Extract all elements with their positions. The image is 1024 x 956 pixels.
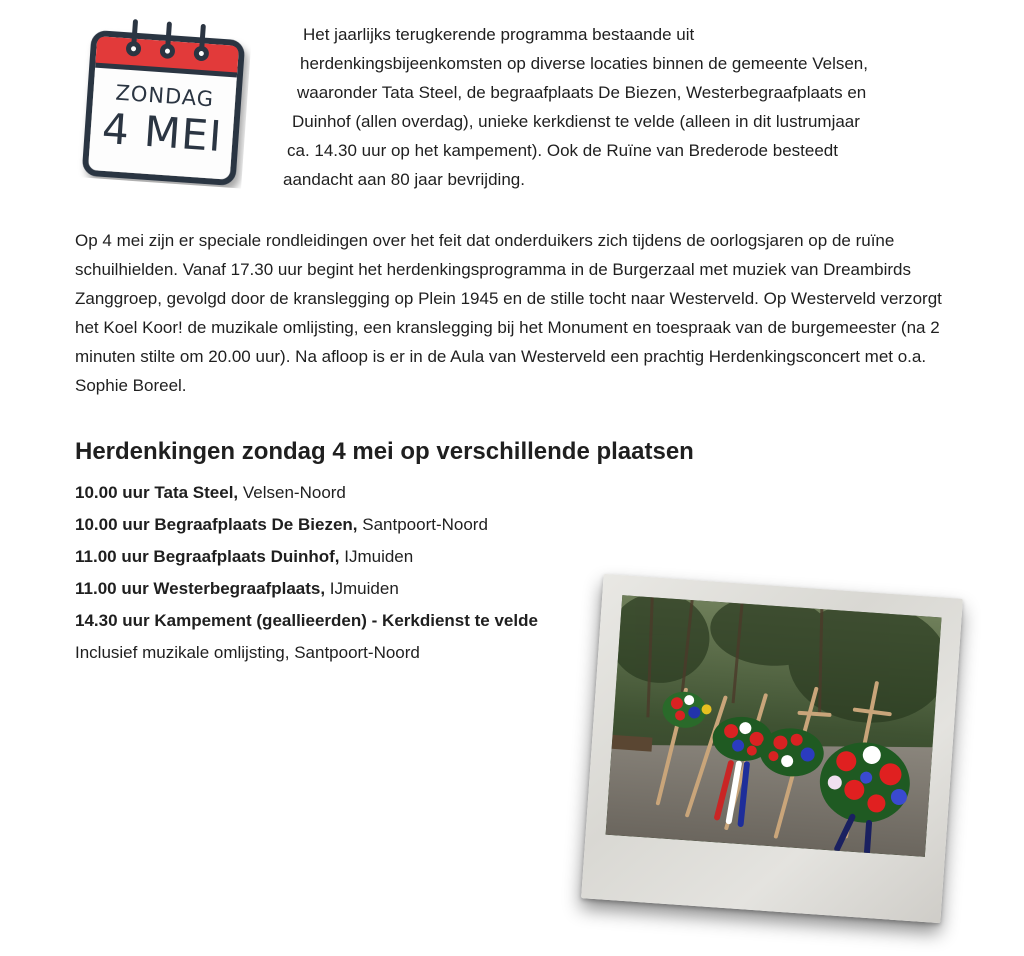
program-paragraph: Op 4 mei zijn er speciale rondleidingen over het feit dat onderduikers zich tijdens de oorlogsjaren op de ruïne schuilhielden. Vanaf 17.30 uur begint het herdenkingsprogramma in de Burgerzaal met muziek van Dreambirds Zanggroep, gevolgd door de kranslegging op Plein 1945 en de stille tocht naar Westerveld. Op Westerveld verzorgt het Koel Koor! de muzikale omlijsting, een kranslegging bij het Monument en toespraak van de burgemeester (na 2 minuten stilte om 20.00 uur). Na afloop is er in de Aula van Westerveld een prachtig Herdenkingsconcert met o.a. Sophie Boreel. [75,231,942,395]
event-time-location: 10.00 uur Begraafplaats De Biezen, [75,515,358,534]
intro-line: herdenkingsbijeenkomsten op diverse locaties binnen de gemeente Velsen, [300,54,868,73]
polaroid-photo-frame [581,574,963,923]
event-place: Santpoort-Noord [357,515,488,534]
list-item [75,509,538,541]
section-heading: Herdenkingen zondag 4 mei op verschillende plaatsen [75,438,694,465]
list-item [75,477,538,509]
event-place: Inclusief muzikale omlijsting, Santpoort-Noord [75,643,420,662]
list-item [75,573,538,605]
event-time-location: 11.00 uur Westerbegraafplaats, [75,579,326,598]
list-item [75,605,538,637]
calendar-graphic [76,12,252,188]
intro-line: waaronder Tata Steel, de begraafplaats De Biezen, Westerbegraafplaats en [297,83,867,102]
event-time-location: 11.00 uur Begraafplaats Duinhof, [75,547,340,566]
wreaths-image [606,595,942,857]
event-time-location: 10.00 uur Tata Steel, [75,483,239,502]
events-list [75,477,538,669]
event-place: Velsen-Noord [238,483,346,502]
intro-line: Het jaarlijks terugkerende programma bestaande uit [303,25,695,44]
event-place: IJmuiden [339,547,414,566]
intro-line: ca. 14.30 uur op het kampement). Ook de Ruïne van Brederode besteedt [287,141,838,160]
list-item [75,637,538,669]
intro-line: aandacht aan 80 jaar bevrijding. [283,170,525,189]
calendar-date-label: 4 MEI [100,103,224,162]
wreaths-photo [606,595,942,857]
event-place: IJmuiden [325,579,399,598]
list-item [75,541,538,573]
calendar-day-label: ZONDAG [114,80,215,112]
event-time-location: 14.30 uur Kampement (geallieerden) - Kerkdienst te velde [75,611,538,630]
intro-line: Duinhof (allen overdag), unieke kerkdienst te velde (alleen in dit lustrumjaar [292,112,860,131]
